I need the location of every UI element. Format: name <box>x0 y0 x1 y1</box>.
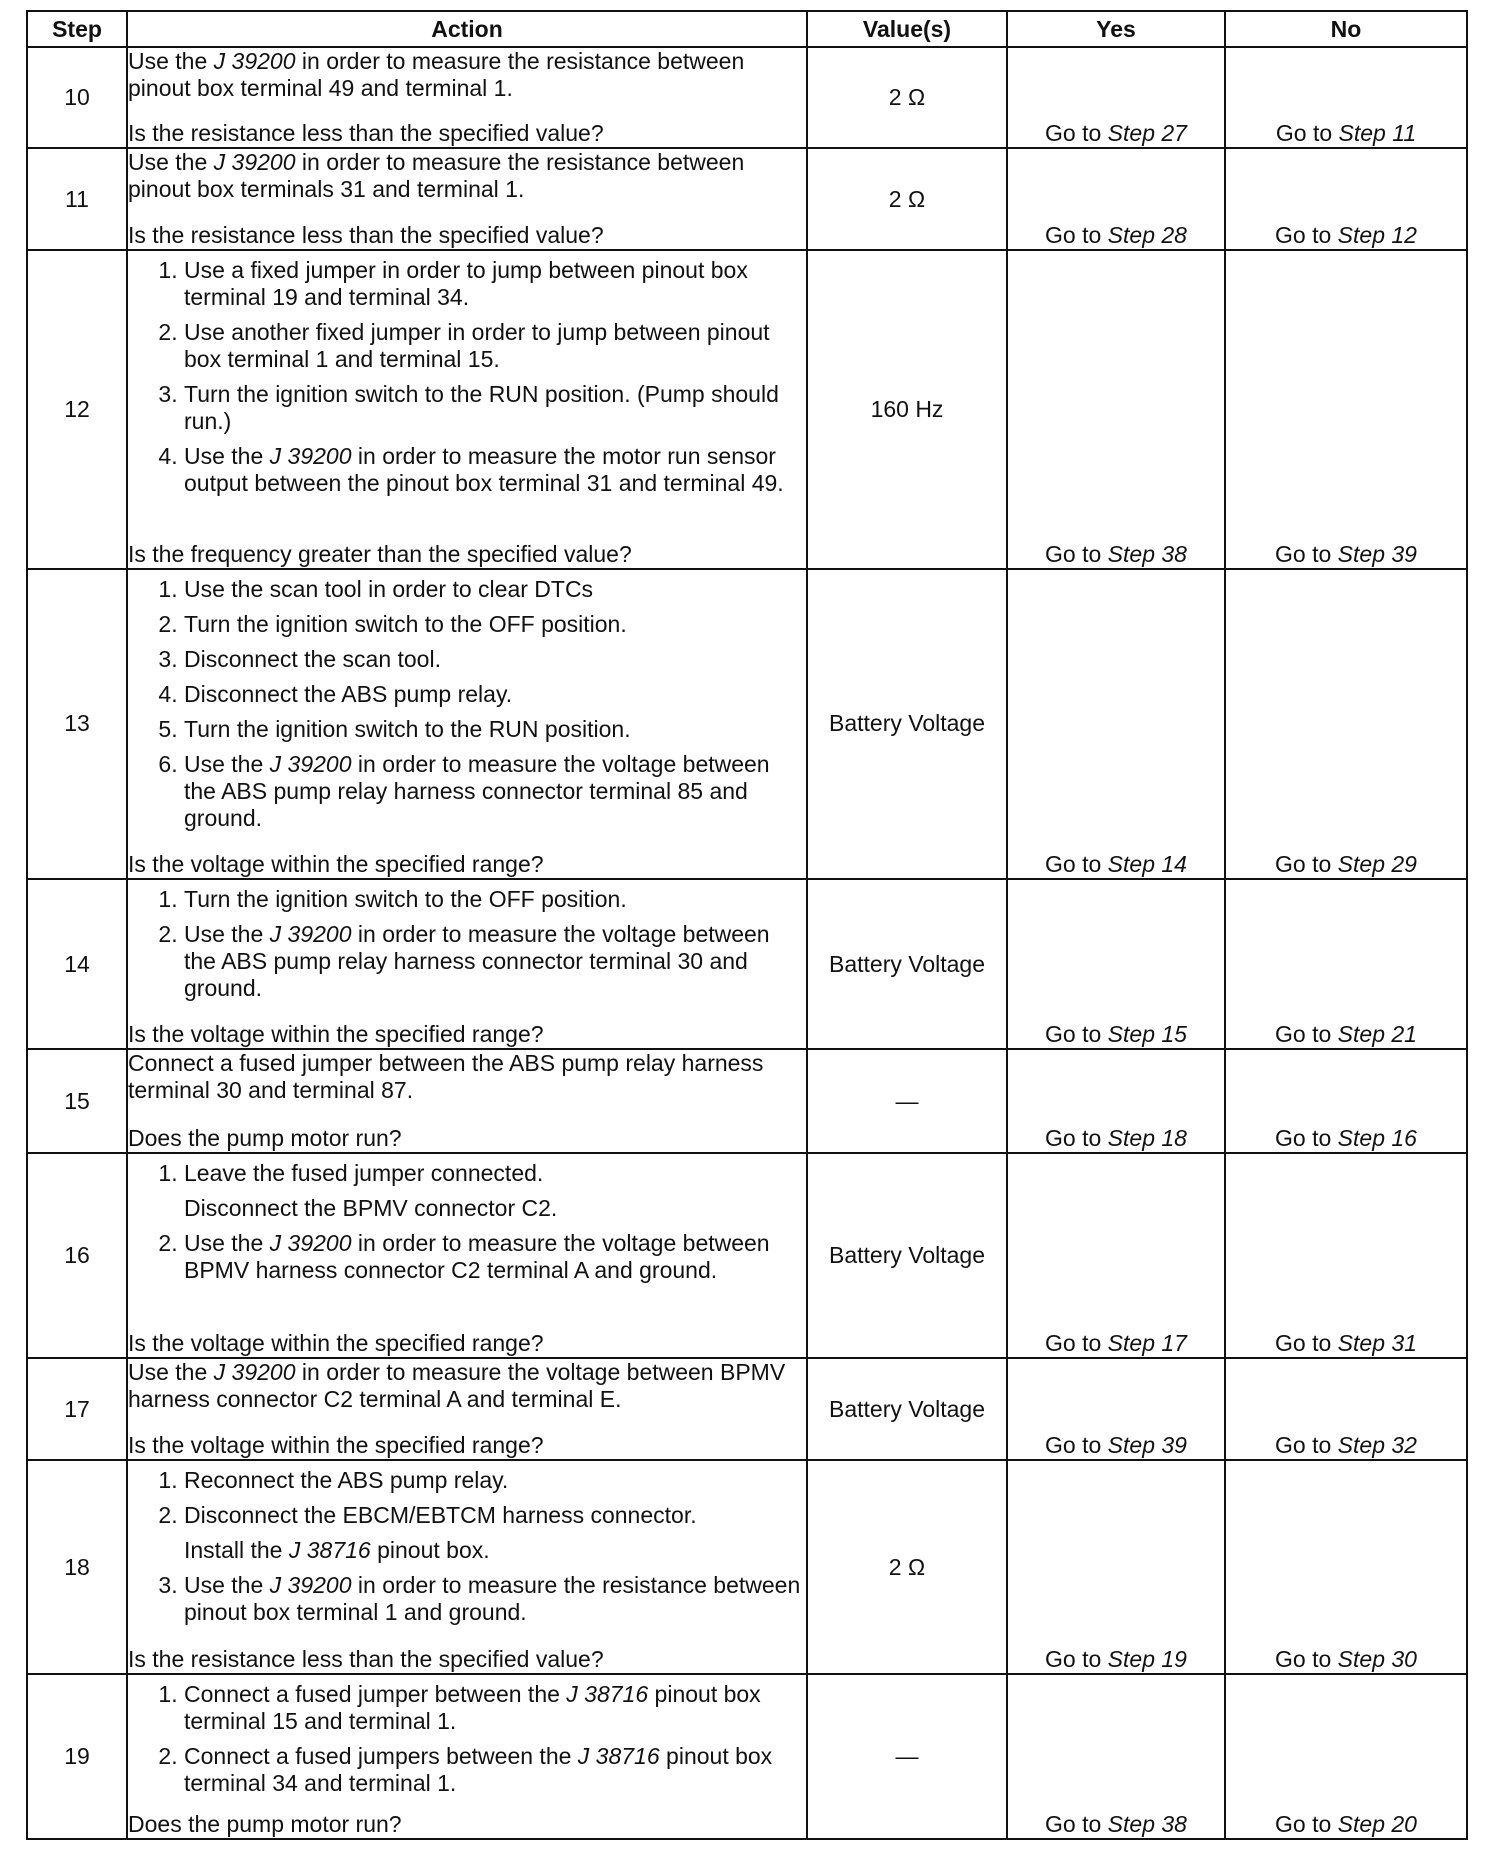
action-text: Use a fixed jumper in order to jump between pinout box terminal 19 and terminal 34. <box>184 256 748 310</box>
action-step-item <box>184 1230 806 1284</box>
action-content <box>128 1050 806 1151</box>
action-cell <box>127 47 807 148</box>
action-text: Turn the ignition switch to the RUN position. <box>184 716 631 743</box>
action-question: Does the pump motor run? <box>128 1811 402 1837</box>
no-goto-cell <box>1225 1674 1467 1839</box>
action-body <box>128 1050 806 1110</box>
action-step-item <box>184 443 806 497</box>
action-content <box>128 1675 806 1838</box>
tool-reference: J 38716 <box>577 1743 660 1770</box>
action-content <box>128 1359 806 1459</box>
yes-goto-prefix: Go to <box>1045 1646 1108 1673</box>
table-row <box>27 148 1467 249</box>
yes-goto-prefix: Go to <box>1045 1329 1108 1356</box>
action-step-item <box>184 1572 806 1626</box>
header-row <box>27 11 1467 47</box>
yes-goto-step: Step 39 <box>1107 1432 1187 1459</box>
action-step-item <box>184 1743 806 1797</box>
action-text: Use the <box>184 1572 270 1599</box>
action-step-item <box>184 886 806 913</box>
spec-value: 2 Ω <box>807 1460 1007 1674</box>
table-row <box>27 1460 1467 1674</box>
action-text: Install the <box>184 1537 289 1564</box>
action-body <box>128 251 806 505</box>
action-cell <box>127 250 807 569</box>
no-goto-cell <box>1225 1358 1467 1460</box>
no-goto-cell <box>1225 250 1467 569</box>
no-goto-prefix: Go to <box>1275 1021 1338 1048</box>
no-goto-step: Step 21 <box>1337 1021 1417 1048</box>
action-content <box>128 251 806 568</box>
step-number: 11 <box>27 148 127 249</box>
no-goto-cell <box>1225 148 1467 249</box>
action-text: in order to measure the voltage between BPMV harness connector C2 terminal A and terminal E. <box>128 1358 786 1412</box>
yes-goto-cell <box>1007 1153 1225 1358</box>
action-body <box>128 1359 806 1419</box>
no-goto-step: Step 29 <box>1337 850 1417 877</box>
step-number: 14 <box>27 879 127 1050</box>
action-cell <box>127 1153 807 1358</box>
no-goto-cell <box>1225 1460 1467 1674</box>
no-goto-step: Step 39 <box>1337 541 1417 568</box>
header-no: No <box>1225 11 1467 47</box>
action-content <box>128 149 806 248</box>
action-question: Is the voltage within the specified range? <box>128 1329 544 1356</box>
yes-goto-prefix: Go to <box>1045 1432 1108 1459</box>
tool-reference: J 39200 <box>269 751 352 778</box>
action-step-item <box>184 716 806 743</box>
step-number: 15 <box>27 1049 127 1152</box>
action-content <box>128 570 806 877</box>
action-question: Is the frequency greater than the specified value? <box>128 541 632 568</box>
action-content <box>128 1461 806 1673</box>
action-steps-list <box>128 576 806 832</box>
yes-goto-prefix: Go to <box>1045 1124 1108 1151</box>
action-text: in order to measure the resistance between pinout box terminal 1 and ground. <box>184 1572 801 1626</box>
action-body <box>128 1154 806 1292</box>
action-text: Use the <box>184 920 270 947</box>
action-text: pinout box terminal 34 and terminal 1. <box>184 1743 773 1797</box>
action-cell <box>127 1049 807 1152</box>
action-text: Use the <box>184 1229 270 1256</box>
action-step-item <box>184 1681 806 1735</box>
action-text: Use the <box>128 149 214 176</box>
action-text: Connect a fused jumper between the ABS pump relay harness terminal 30 and terminal 87. <box>128 1050 764 1104</box>
action-question: Is the voltage within the specified range? <box>128 1021 544 1048</box>
action-step-item <box>184 751 806 832</box>
action-text: Use another fixed jumper in order to jump between pinout box terminal 1 and terminal 15. <box>184 318 770 372</box>
action-body <box>128 149 806 209</box>
action-text: Leave the fused jumper connected. <box>184 1159 544 1186</box>
spec-value: — <box>807 1049 1007 1152</box>
yes-goto-prefix: Go to <box>1045 1811 1108 1837</box>
no-goto-step: Step 11 <box>1338 120 1417 147</box>
no-goto-prefix: Go to <box>1275 1432 1338 1459</box>
action-text: Disconnect the scan tool. <box>184 646 441 673</box>
tool-reference: J 39200 <box>269 920 352 947</box>
action-text: in order to measure the resistance between pinout box terminal 49 and terminal 1. <box>128 48 745 101</box>
yes-goto-prefix: Go to <box>1045 120 1108 147</box>
action-text: Use the <box>184 442 270 469</box>
action-cell <box>127 148 807 249</box>
yes-goto-cell <box>1007 1460 1225 1674</box>
yes-goto-cell <box>1007 569 1225 878</box>
action-content <box>128 48 806 147</box>
yes-goto-cell <box>1007 47 1225 148</box>
header-step: Step <box>27 11 127 47</box>
action-text: Use the <box>128 48 214 74</box>
action-step-item <box>184 381 806 435</box>
yes-goto-prefix: Go to <box>1045 541 1108 568</box>
no-goto-prefix: Go to <box>1275 1124 1338 1151</box>
table-row <box>27 250 1467 569</box>
action-sub-step <box>184 1195 806 1222</box>
yes-goto-cell <box>1007 1674 1225 1839</box>
action-text: in order to measure the voltage between the ABS pump relay harness connector terminal 30 and ground. <box>184 920 770 1001</box>
yes-goto-cell <box>1007 1358 1225 1460</box>
action-cell <box>127 879 807 1050</box>
yes-goto-step: Step 19 <box>1107 1646 1187 1673</box>
action-step-item <box>184 1160 806 1222</box>
no-goto-step: Step 12 <box>1337 221 1417 248</box>
action-paragraph <box>128 48 806 102</box>
action-text: Use the <box>128 1358 214 1385</box>
action-text: pinout box terminal 15 and terminal 1. <box>184 1681 761 1735</box>
action-text: Connect a fused jumper between the <box>184 1681 567 1708</box>
action-step-item <box>184 921 806 1002</box>
action-body <box>128 570 806 840</box>
action-step-item <box>184 319 806 373</box>
action-question: Is the voltage within the specified range? <box>128 1432 544 1459</box>
action-step-item <box>184 611 806 638</box>
action-text: in order to measure the motor run sensor output between the pinout box terminal 31 and terminal 49. <box>184 442 784 496</box>
step-number: 10 <box>27 47 127 148</box>
spec-value: 2 Ω <box>807 148 1007 249</box>
action-step-item <box>184 1502 806 1564</box>
no-goto-prefix: Go to <box>1275 1646 1338 1673</box>
no-goto-prefix: Go to <box>1275 1329 1338 1356</box>
header-action: Action <box>127 11 807 47</box>
spec-value: 160 Hz <box>807 250 1007 569</box>
no-goto-cell <box>1225 569 1467 878</box>
action-question: Is the resistance less than the specified value? <box>128 120 604 147</box>
yes-goto-step: Step 27 <box>1107 120 1187 147</box>
table-row <box>27 47 1467 148</box>
spec-value: Battery Voltage <box>807 569 1007 878</box>
no-goto-step: Step 30 <box>1337 1646 1417 1673</box>
action-step-item <box>184 1467 806 1494</box>
step-number: 18 <box>27 1460 127 1674</box>
no-goto-cell <box>1225 1153 1467 1358</box>
action-text: Turn the ignition switch to the OFF position. <box>184 885 627 912</box>
tool-reference: J 38716 <box>288 1537 371 1564</box>
table-row <box>27 1049 1467 1152</box>
spec-value: Battery Voltage <box>807 1358 1007 1460</box>
action-text: in order to measure the voltage between BPMV harness connector C2 terminal A and ground. <box>184 1229 770 1283</box>
action-steps-list <box>128 1681 806 1797</box>
table-row <box>27 1674 1467 1839</box>
action-steps-list <box>128 1160 806 1284</box>
no-goto-step: Step 20 <box>1337 1811 1417 1837</box>
action-cell <box>127 1358 807 1460</box>
step-number: 16 <box>27 1153 127 1358</box>
header-values: Value(s) <box>807 11 1007 47</box>
action-content <box>128 1154 806 1357</box>
tool-reference: J 39200 <box>269 1229 352 1256</box>
action-body <box>128 1461 806 1634</box>
action-paragraph <box>128 149 806 203</box>
step-number: 13 <box>27 569 127 878</box>
action-text: Disconnect the EBCM/EBTCM harness connector. <box>184 1502 697 1529</box>
tool-reference: J 39200 <box>213 48 296 74</box>
action-question: Is the voltage within the specified range? <box>128 850 544 877</box>
tool-reference: J 39200 <box>269 1572 352 1599</box>
tool-reference: J 38716 <box>566 1681 649 1708</box>
action-question: Is the resistance less than the specified value? <box>128 1646 604 1673</box>
table-row <box>27 1358 1467 1460</box>
no-goto-cell <box>1225 47 1467 148</box>
action-body <box>128 880 806 1010</box>
action-text: Use the <box>184 751 270 778</box>
action-steps-list <box>128 886 806 1002</box>
no-goto-step: Step 31 <box>1337 1329 1417 1356</box>
yes-goto-cell <box>1007 1049 1225 1152</box>
action-text: Disconnect the BPMV connector C2. <box>184 1194 558 1221</box>
action-step-item <box>184 257 806 311</box>
action-text: Turn the ignition switch to the OFF position. <box>184 611 627 638</box>
tool-reference: J 39200 <box>213 1358 296 1385</box>
spec-value: — <box>807 1674 1007 1839</box>
action-question: Does the pump motor run? <box>128 1124 402 1151</box>
no-goto-step: Step 16 <box>1337 1124 1417 1151</box>
yes-goto-step: Step 18 <box>1107 1124 1187 1151</box>
action-steps-list <box>128 1467 806 1626</box>
action-steps-list <box>128 257 806 497</box>
header-yes: Yes <box>1007 11 1225 47</box>
action-cell <box>127 569 807 878</box>
no-goto-prefix: Go to <box>1275 541 1338 568</box>
table-row <box>27 569 1467 878</box>
action-content <box>128 880 806 1049</box>
action-text: Disconnect the ABS pump relay. <box>184 681 513 708</box>
action-question: Is the resistance less than the specified value? <box>128 221 604 248</box>
tool-reference: J 39200 <box>269 442 352 469</box>
no-goto-step: Step 32 <box>1337 1432 1417 1459</box>
action-cell <box>127 1460 807 1674</box>
step-number: 12 <box>27 250 127 569</box>
action-step-item <box>184 576 806 603</box>
action-sub-step <box>184 1537 806 1564</box>
no-goto-prefix: Go to <box>1275 850 1338 877</box>
spec-value: Battery Voltage <box>807 879 1007 1050</box>
table-row <box>27 1153 1467 1358</box>
no-goto-cell <box>1225 1049 1467 1152</box>
action-text: Reconnect the ABS pump relay. <box>184 1467 509 1494</box>
action-body <box>128 1675 806 1805</box>
tool-reference: J 39200 <box>213 149 296 176</box>
action-paragraph <box>128 1050 806 1104</box>
diagnostic-table <box>26 10 1468 1840</box>
yes-goto-step: Step 28 <box>1107 221 1187 248</box>
yes-goto-cell <box>1007 250 1225 569</box>
table-body <box>27 47 1467 1839</box>
spec-value: Battery Voltage <box>807 1153 1007 1358</box>
action-step-item <box>184 646 806 673</box>
action-cell <box>127 1674 807 1839</box>
no-goto-prefix: Go to <box>1275 120 1339 147</box>
yes-goto-step: Step 17 <box>1107 1329 1187 1356</box>
action-text: in order to measure the resistance between pinout box terminals 31 and terminal 1. <box>128 149 745 203</box>
action-text: Turn the ignition switch to the RUN position. (Pump should run.) <box>184 380 779 434</box>
yes-goto-prefix: Go to <box>1045 1021 1108 1048</box>
step-number: 17 <box>27 1358 127 1460</box>
yes-goto-cell <box>1007 879 1225 1050</box>
action-step-item <box>184 681 806 708</box>
yes-goto-step: Step 14 <box>1107 850 1187 877</box>
yes-goto-step: Step 38 <box>1107 1811 1187 1837</box>
yes-goto-step: Step 15 <box>1107 1021 1187 1048</box>
no-goto-prefix: Go to <box>1275 221 1338 248</box>
action-text: pinout box. <box>370 1537 490 1564</box>
no-goto-cell <box>1225 879 1467 1050</box>
spec-value: 2 Ω <box>807 47 1007 148</box>
action-paragraph <box>128 1359 806 1413</box>
action-text: in order to measure the voltage between the ABS pump relay harness connector terminal 85 and ground. <box>184 751 770 832</box>
yes-goto-prefix: Go to <box>1045 850 1108 877</box>
yes-goto-step: Step 38 <box>1107 541 1187 568</box>
step-number: 19 <box>27 1674 127 1839</box>
yes-goto-prefix: Go to <box>1045 221 1108 248</box>
no-goto-prefix: Go to <box>1275 1811 1338 1837</box>
yes-goto-cell <box>1007 148 1225 249</box>
action-body <box>128 48 806 108</box>
action-text: Connect a fused jumpers between the <box>184 1743 578 1770</box>
table-row <box>27 879 1467 1050</box>
action-text: Use the scan tool in order to clear DTCs <box>184 576 594 603</box>
